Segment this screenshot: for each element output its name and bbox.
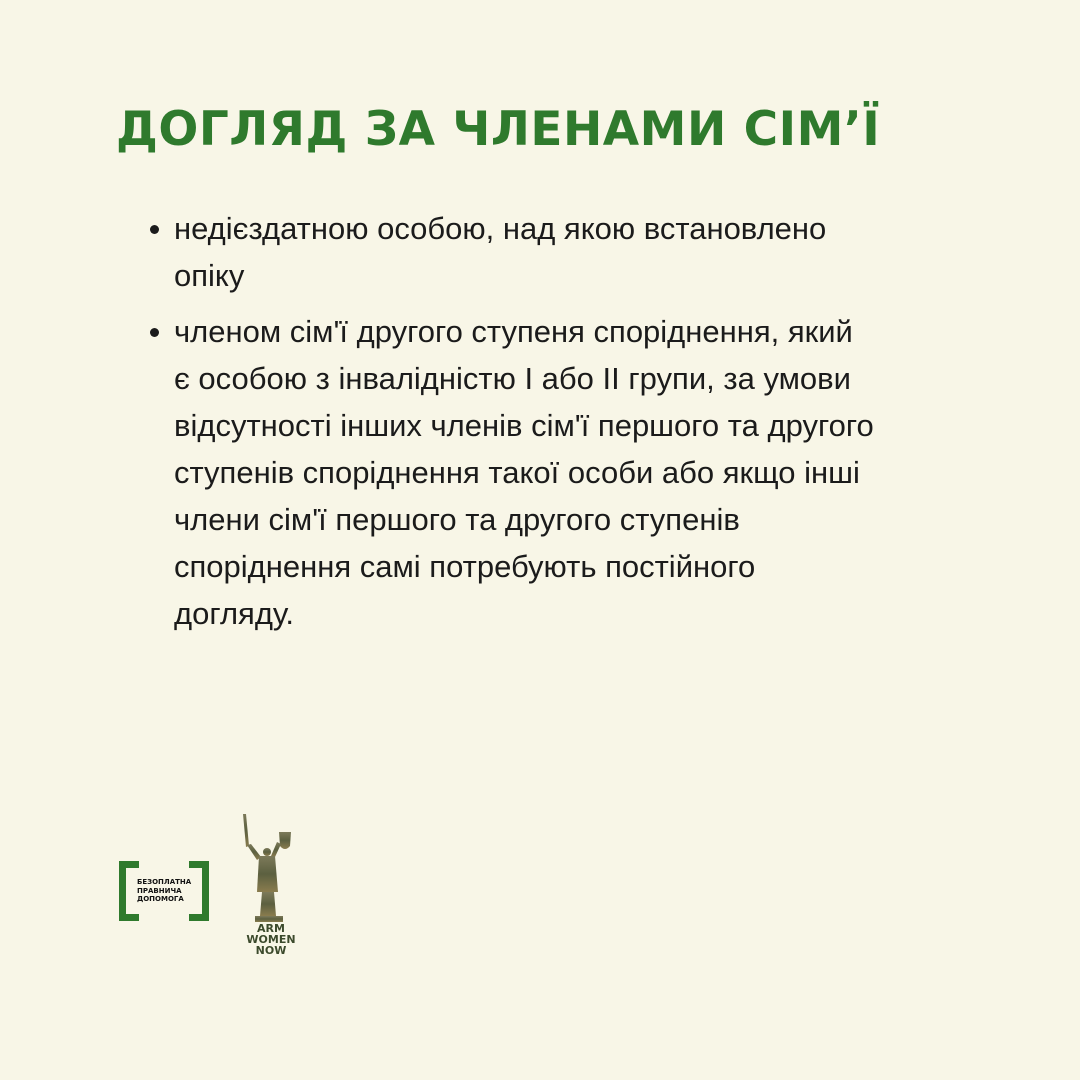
bullet-line: члени сім'ї першого та другого ступенів — [174, 502, 740, 537]
legal-aid-logo — [119, 861, 209, 921]
bullet-line: догляду. — [174, 596, 294, 631]
bullet-line: споріднення самі потребують постійного — [174, 549, 756, 584]
bullet-line: ступенів споріднення такої особи або якщо інші — [174, 455, 860, 490]
bullet-line: членом сім'ї другого ступеня споріднення, який — [174, 314, 853, 349]
bullet-dot-icon — [150, 328, 159, 337]
legal-aid-logo-text: БЕЗОПЛАТНА ПРАВНИЧА ДОПОМОГА — [137, 878, 192, 903]
motherland-monument-icon — [233, 812, 309, 924]
list-item — [174, 308, 1014, 637]
page-title: ДОГЛЯД ЗА ЧЛЕНАМИ СІМ’Ї — [116, 102, 881, 157]
arm-women-now-logo-text: ARM WOMEN NOW — [246, 922, 296, 957]
bullet-dot-icon — [150, 225, 159, 234]
arm-women-now-logo — [233, 812, 309, 964]
bracket-left-icon — [119, 861, 139, 921]
bullet-line: недієздатною особою, над якою встановлено — [174, 211, 827, 246]
bullet-list — [174, 205, 1014, 646]
bullet-line: є особою з інвалідністю І або ІІ групи, за умови — [174, 361, 851, 396]
bullet-line: опіку — [174, 258, 245, 293]
list-item — [174, 205, 1014, 299]
bullet-line: відсутності інших членів сім'ї першого та другого — [174, 408, 874, 443]
